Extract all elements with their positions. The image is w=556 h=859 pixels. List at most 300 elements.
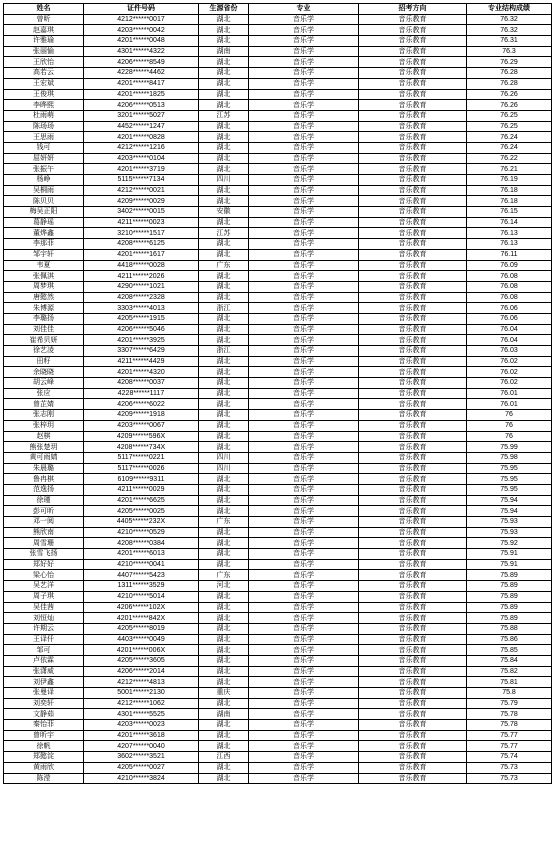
- cell-name: 张丽愉: [4, 46, 84, 57]
- cell-direction: 音乐教育: [359, 420, 467, 431]
- cell-score: 75.95: [467, 474, 552, 485]
- cell-score: 75.93: [467, 517, 552, 528]
- cell-province: 湖北: [199, 720, 249, 731]
- cell-score: 76.02: [467, 367, 552, 378]
- cell-province: 浙江: [199, 346, 249, 357]
- table-row: [4, 698, 552, 709]
- cell-province: 湖北: [199, 730, 249, 741]
- header-row: [4, 4, 552, 15]
- cell-name: 朱晨璐: [4, 463, 84, 474]
- cell-direction: 音乐教育: [359, 367, 467, 378]
- cell-score: 76.02: [467, 378, 552, 389]
- cell-direction: 音乐教育: [359, 720, 467, 731]
- cell-name: 赵嘉琪: [4, 25, 84, 36]
- cell-name: 田籽: [4, 356, 84, 367]
- cell-name: 高若云: [4, 68, 84, 79]
- cell-major: 音乐学: [249, 420, 359, 431]
- table-row: [4, 709, 552, 720]
- cell-direction: 音乐教育: [359, 581, 467, 592]
- table-row: [4, 410, 552, 421]
- cell-major: 音乐学: [249, 549, 359, 560]
- cell-direction: 音乐教育: [359, 378, 467, 389]
- table-row: [4, 420, 552, 431]
- cell-score: 76: [467, 410, 552, 421]
- cell-major: 音乐学: [249, 260, 359, 271]
- table-row: [4, 14, 552, 25]
- cell-major: 音乐学: [249, 346, 359, 357]
- cell-major: 音乐学: [249, 356, 359, 367]
- cell-province: 湖北: [199, 495, 249, 506]
- cell-score: 76.01: [467, 388, 552, 399]
- cell-direction: 音乐教育: [359, 335, 467, 346]
- table-row: [4, 335, 552, 346]
- cell-province: 湖北: [199, 741, 249, 752]
- header-province: 生源省份: [199, 4, 249, 15]
- cell-name: 王俊琪: [4, 89, 84, 100]
- cell-major: 音乐学: [249, 46, 359, 57]
- cell-major: 音乐学: [249, 474, 359, 485]
- cell-id-number: 4203******0067: [84, 420, 199, 431]
- cell-province: 湖北: [199, 153, 249, 164]
- cell-name: 周子琪: [4, 591, 84, 602]
- cell-score: 75.78: [467, 720, 552, 731]
- cell-direction: 音乐教育: [359, 110, 467, 121]
- cell-direction: 音乐教育: [359, 207, 467, 218]
- cell-score: 76.04: [467, 335, 552, 346]
- cell-major: 音乐学: [249, 68, 359, 79]
- cell-name: 秦怡菲: [4, 720, 84, 731]
- table-row: [4, 89, 552, 100]
- cell-direction: 音乐教育: [359, 442, 467, 453]
- cell-score: 76.13: [467, 239, 552, 250]
- cell-major: 音乐学: [249, 207, 359, 218]
- cell-province: 湖北: [199, 217, 249, 228]
- cell-id-number: 4206******8549: [84, 57, 199, 68]
- cell-province: 湖北: [199, 89, 249, 100]
- cell-score: 76.14: [467, 217, 552, 228]
- cell-score: 76.25: [467, 121, 552, 132]
- table-row: [4, 217, 552, 228]
- table-row: [4, 495, 552, 506]
- cell-name: 邹宇轩: [4, 249, 84, 260]
- table-row: [4, 324, 552, 335]
- cell-id-number: 4201******6013: [84, 549, 199, 560]
- cell-id-number: 4452******1247: [84, 121, 199, 132]
- table-row: [4, 655, 552, 666]
- table-row: [4, 367, 552, 378]
- cell-major: 音乐学: [249, 153, 359, 164]
- cell-name: 范逸扬: [4, 484, 84, 495]
- cell-province: 四川: [199, 463, 249, 474]
- cell-province: 湖北: [199, 399, 249, 410]
- cell-major: 音乐学: [249, 292, 359, 303]
- cell-direction: 音乐教育: [359, 773, 467, 784]
- cell-province: 湖北: [199, 549, 249, 560]
- cell-id-number: 5117******0221: [84, 452, 199, 463]
- cell-major: 音乐学: [249, 142, 359, 153]
- cell-name: 陈贝贝: [4, 196, 84, 207]
- cell-score: 76.28: [467, 68, 552, 79]
- cell-id-number: 4201******6625: [84, 495, 199, 506]
- table-row: [4, 207, 552, 218]
- cell-major: 音乐学: [249, 249, 359, 260]
- cell-id-number: 4205******3605: [84, 655, 199, 666]
- cell-province: 湖北: [199, 281, 249, 292]
- cell-id-number: 4201******8417: [84, 78, 199, 89]
- cell-province: 湖北: [199, 410, 249, 421]
- cell-direction: 音乐教育: [359, 741, 467, 752]
- cell-name: 赵棋: [4, 431, 84, 442]
- table-row: [4, 762, 552, 773]
- cell-name: 张志刚: [4, 410, 84, 421]
- cell-name: 徐艺凌: [4, 346, 84, 357]
- cell-id-number: 4212******4813: [84, 677, 199, 688]
- cell-major: 音乐学: [249, 324, 359, 335]
- cell-name: 周梦琪: [4, 281, 84, 292]
- table-row: [4, 260, 552, 271]
- table-row: [4, 474, 552, 485]
- table-row: [4, 110, 552, 121]
- cell-id-number: 4208******734X: [84, 442, 199, 453]
- cell-direction: 音乐教育: [359, 239, 467, 250]
- cell-name: 李那菲: [4, 239, 84, 250]
- cell-id-number: 4212******0017: [84, 14, 199, 25]
- cell-id-number: 1311******3529: [84, 581, 199, 592]
- cell-direction: 音乐教育: [359, 431, 467, 442]
- cell-major: 音乐学: [249, 495, 359, 506]
- cell-id-number: 4212******1216: [84, 142, 199, 153]
- cell-direction: 音乐教育: [359, 463, 467, 474]
- cell-id-number: 4207******0040: [84, 741, 199, 752]
- cell-score: 75.78: [467, 709, 552, 720]
- cell-score: 76.18: [467, 196, 552, 207]
- cell-name: 鲁冉棋: [4, 474, 84, 485]
- cell-direction: 音乐教育: [359, 527, 467, 538]
- table-row: [4, 506, 552, 517]
- cell-province: 江苏: [199, 228, 249, 239]
- cell-province: 湖北: [199, 324, 249, 335]
- cell-score: 75.94: [467, 506, 552, 517]
- cell-direction: 音乐教育: [359, 655, 467, 666]
- cell-id-number: 4405******232X: [84, 517, 199, 528]
- table-row: [4, 399, 552, 410]
- cell-score: 76.22: [467, 153, 552, 164]
- cell-score: 75.77: [467, 730, 552, 741]
- cell-name: 张雪飞扬: [4, 549, 84, 560]
- cell-name: 吴桐雨: [4, 185, 84, 196]
- cell-score: 76.15: [467, 207, 552, 218]
- cell-name: 王译仟: [4, 634, 84, 645]
- cell-major: 音乐学: [249, 78, 359, 89]
- cell-id-number: 4208******2328: [84, 292, 199, 303]
- cell-direction: 音乐教育: [359, 121, 467, 132]
- cell-name: 吴佳茜: [4, 602, 84, 613]
- cell-id-number: 3307******6429: [84, 346, 199, 357]
- table-row: [4, 185, 552, 196]
- cell-name: 郑懿淀: [4, 752, 84, 763]
- cell-id-number: 4209******0029: [84, 196, 199, 207]
- cell-score: 76.03: [467, 346, 552, 357]
- cell-province: 湖北: [199, 591, 249, 602]
- cell-major: 音乐学: [249, 655, 359, 666]
- header-name: 姓名: [4, 4, 84, 15]
- cell-score: 75.99: [467, 442, 552, 453]
- cell-province: 湖北: [199, 698, 249, 709]
- cell-major: 音乐学: [249, 602, 359, 613]
- cell-id-number: 4201******0048: [84, 36, 199, 47]
- cell-name: 吴艺洋: [4, 581, 84, 592]
- cell-name: 黄可雨婧: [4, 452, 84, 463]
- cell-province: 湖北: [199, 431, 249, 442]
- cell-major: 音乐学: [249, 645, 359, 656]
- cell-province: 湖北: [199, 313, 249, 324]
- table-row: [4, 36, 552, 47]
- cell-province: 广东: [199, 517, 249, 528]
- cell-id-number: 4211******0029: [84, 484, 199, 495]
- cell-direction: 音乐教育: [359, 752, 467, 763]
- cell-direction: 音乐教育: [359, 762, 467, 773]
- cell-direction: 音乐教育: [359, 271, 467, 282]
- cell-score: 76.08: [467, 281, 552, 292]
- cell-id-number: 4201******3618: [84, 730, 199, 741]
- table-row: [4, 741, 552, 752]
- cell-score: 75.89: [467, 581, 552, 592]
- cell-name: 杨峥: [4, 175, 84, 186]
- cell-direction: 音乐教育: [359, 217, 467, 228]
- table-row: [4, 132, 552, 143]
- cell-name: 曾昕宇: [4, 730, 84, 741]
- cell-name: 邓一阅: [4, 517, 84, 528]
- cell-id-number: 4210******5014: [84, 591, 199, 602]
- cell-province: 湖北: [199, 335, 249, 346]
- cell-name: 曾昕: [4, 14, 84, 25]
- cell-id-number: 4211******2026: [84, 271, 199, 282]
- cell-major: 音乐学: [249, 677, 359, 688]
- cell-major: 音乐学: [249, 442, 359, 453]
- cell-name: 刘佳佳: [4, 324, 84, 335]
- cell-province: 湖北: [199, 666, 249, 677]
- cell-name: 邹可: [4, 645, 84, 656]
- cell-score: 75.81: [467, 677, 552, 688]
- cell-score: 75.89: [467, 613, 552, 624]
- cell-name: 周雪珊: [4, 538, 84, 549]
- cell-score: 75.91: [467, 549, 552, 560]
- cell-direction: 音乐教育: [359, 346, 467, 357]
- cell-name: 陈玚玚: [4, 121, 84, 132]
- cell-major: 音乐学: [249, 666, 359, 677]
- cell-name: 王宏斌: [4, 78, 84, 89]
- cell-score: 76.28: [467, 78, 552, 89]
- table-row: [4, 538, 552, 549]
- cell-id-number: 4201******3719: [84, 164, 199, 175]
- cell-province: 湖北: [199, 484, 249, 495]
- cell-id-number: 4203******0023: [84, 720, 199, 731]
- cell-id-number: 4209******596X: [84, 431, 199, 442]
- cell-score: 75.77: [467, 741, 552, 752]
- cell-id-number: 4205******8019: [84, 623, 199, 634]
- cell-province: 湖北: [199, 239, 249, 250]
- cell-major: 音乐学: [249, 89, 359, 100]
- cell-province: 湖北: [199, 773, 249, 784]
- cell-province: 湖北: [199, 655, 249, 666]
- cell-id-number: 4208******0037: [84, 378, 199, 389]
- cell-direction: 音乐教育: [359, 281, 467, 292]
- cell-direction: 音乐教育: [359, 517, 467, 528]
- cell-score: 75.94: [467, 495, 552, 506]
- cell-direction: 音乐教育: [359, 100, 467, 111]
- cell-score: 76.11: [467, 249, 552, 260]
- cell-direction: 音乐教育: [359, 78, 467, 89]
- table-row: [4, 100, 552, 111]
- cell-name: 王思雨: [4, 132, 84, 143]
- table-row: [4, 645, 552, 656]
- cell-province: 四川: [199, 175, 249, 186]
- cell-direction: 音乐教育: [359, 185, 467, 196]
- cell-score: 76.18: [467, 185, 552, 196]
- cell-name: 许期云: [4, 623, 84, 634]
- cell-name: 胡云峰: [4, 378, 84, 389]
- cell-direction: 音乐教育: [359, 570, 467, 581]
- cell-major: 音乐学: [249, 698, 359, 709]
- cell-direction: 音乐教育: [359, 645, 467, 656]
- cell-id-number: 4211******4429: [84, 356, 199, 367]
- table-row: [4, 570, 552, 581]
- cell-major: 音乐学: [249, 121, 359, 132]
- cell-score: 76.24: [467, 142, 552, 153]
- cell-score: 76.08: [467, 292, 552, 303]
- cell-name: 张梓玥: [4, 420, 84, 431]
- cell-direction: 音乐教育: [359, 14, 467, 25]
- cell-score: 76.29: [467, 57, 552, 68]
- cell-direction: 音乐教育: [359, 495, 467, 506]
- table-header: [4, 4, 552, 15]
- table-row: [4, 484, 552, 495]
- cell-id-number: 4201******3925: [84, 335, 199, 346]
- cell-major: 音乐学: [249, 36, 359, 47]
- cell-name: 崔希贝妍: [4, 335, 84, 346]
- cell-id-number: 4205******1915: [84, 313, 199, 324]
- table-row: [4, 228, 552, 239]
- cell-score: 75.88: [467, 623, 552, 634]
- cell-id-number: 4201******4320: [84, 367, 199, 378]
- cell-id-number: 4210******3824: [84, 773, 199, 784]
- cell-score: 76.13: [467, 228, 552, 239]
- cell-id-number: 5001******2130: [84, 688, 199, 699]
- table-row: [4, 281, 552, 292]
- cell-direction: 音乐教育: [359, 538, 467, 549]
- table-row: [4, 591, 552, 602]
- cell-id-number: 4206******5046: [84, 324, 199, 335]
- cell-id-number: 4210******0041: [84, 559, 199, 570]
- cell-major: 音乐学: [249, 239, 359, 250]
- cell-major: 音乐学: [249, 100, 359, 111]
- cell-major: 音乐学: [249, 527, 359, 538]
- cell-score: 75.91: [467, 559, 552, 570]
- cell-id-number: 3303******4013: [84, 303, 199, 314]
- cell-major: 音乐学: [249, 57, 359, 68]
- cell-province: 河北: [199, 581, 249, 592]
- cell-score: 75.85: [467, 645, 552, 656]
- cell-id-number: 4206******2014: [84, 666, 199, 677]
- cell-id-number: 4206******102X: [84, 602, 199, 613]
- cell-id-number: 4228******1117: [84, 388, 199, 399]
- cell-score: 75.95: [467, 484, 552, 495]
- cell-province: 湖北: [199, 185, 249, 196]
- cell-major: 音乐学: [249, 410, 359, 421]
- cell-name: 曾芷婧: [4, 399, 84, 410]
- cell-id-number: 3602******3521: [84, 752, 199, 763]
- cell-name: 卢依霖: [4, 655, 84, 666]
- cell-province: 湖北: [199, 388, 249, 399]
- cell-major: 音乐学: [249, 463, 359, 474]
- cell-score: 76.04: [467, 324, 552, 335]
- cell-name: 徐瑾: [4, 495, 84, 506]
- cell-score: 76.26: [467, 89, 552, 100]
- cell-major: 音乐学: [249, 271, 359, 282]
- cell-province: 湖北: [199, 623, 249, 634]
- cell-id-number: 5115******7134: [84, 175, 199, 186]
- cell-id-number: 4407******5423: [84, 570, 199, 581]
- table-row: [4, 634, 552, 645]
- table-row: [4, 730, 552, 741]
- cell-id-number: 3201******5027: [84, 110, 199, 121]
- cell-score: 76.19: [467, 175, 552, 186]
- cell-direction: 音乐教育: [359, 410, 467, 421]
- cell-direction: 音乐教育: [359, 399, 467, 410]
- cell-major: 音乐学: [249, 762, 359, 773]
- cell-score: 76.09: [467, 260, 552, 271]
- cell-id-number: 4206******6022: [84, 399, 199, 410]
- cell-id-number: 4403******0049: [84, 634, 199, 645]
- cell-score: 75.89: [467, 591, 552, 602]
- cell-major: 音乐学: [249, 452, 359, 463]
- cell-score: 76.32: [467, 25, 552, 36]
- table-row: [4, 688, 552, 699]
- cell-name: 徐帆: [4, 741, 84, 752]
- cell-score: 75.8: [467, 688, 552, 699]
- cell-direction: 音乐教育: [359, 356, 467, 367]
- cell-name: 文静茹: [4, 709, 84, 720]
- table-row: [4, 666, 552, 677]
- cell-province: 湖北: [199, 559, 249, 570]
- cell-name: 熊欣南: [4, 527, 84, 538]
- cell-direction: 音乐教育: [359, 602, 467, 613]
- header-score: 专业结构成绩: [467, 4, 552, 15]
- cell-name: 梅吴正阳: [4, 207, 84, 218]
- cell-major: 音乐学: [249, 313, 359, 324]
- cell-score: 76.31: [467, 36, 552, 47]
- cell-name: 钱可: [4, 142, 84, 153]
- cell-id-number: 4210******0529: [84, 527, 199, 538]
- cell-major: 音乐学: [249, 559, 359, 570]
- header-major: 专业: [249, 4, 359, 15]
- cell-name: 刘伊鑫: [4, 677, 84, 688]
- cell-score: 76: [467, 431, 552, 442]
- cell-direction: 音乐教育: [359, 677, 467, 688]
- cell-major: 音乐学: [249, 484, 359, 495]
- cell-name: 张振午: [4, 164, 84, 175]
- cell-name: 王欣怡: [4, 57, 84, 68]
- cell-major: 音乐学: [249, 14, 359, 25]
- table-row: [4, 239, 552, 250]
- table-row: [4, 25, 552, 36]
- cell-major: 音乐学: [249, 175, 359, 186]
- table-row: [4, 559, 552, 570]
- cell-direction: 音乐教育: [359, 228, 467, 239]
- cell-id-number: 4301******4322: [84, 46, 199, 57]
- cell-province: 广东: [199, 260, 249, 271]
- cell-direction: 音乐教育: [359, 452, 467, 463]
